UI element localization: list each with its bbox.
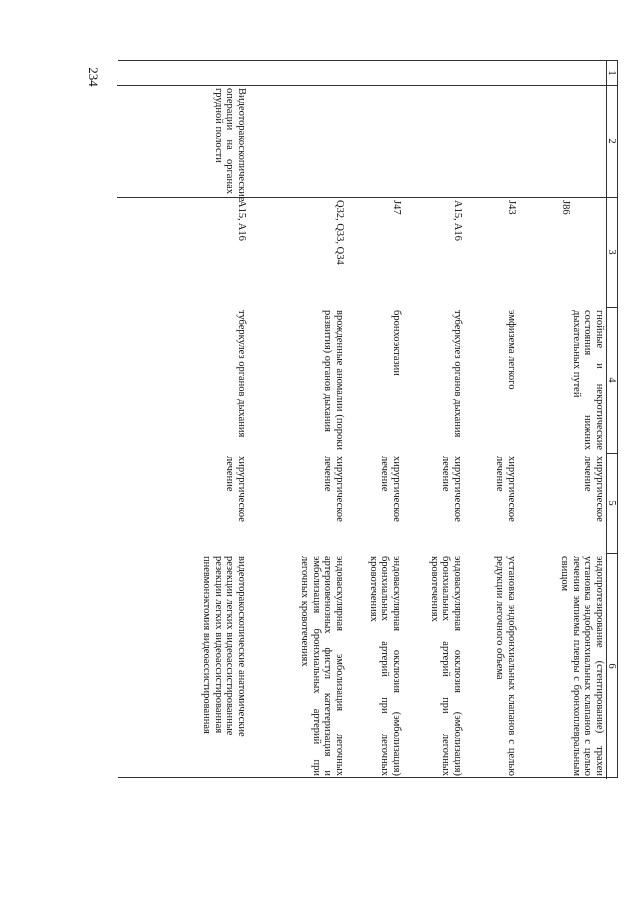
row-2-method: установка эндобронхиальных клапанов с целью редукции легочного объема bbox=[494, 556, 517, 776]
row-4-diagnosis: бронхоэктазии bbox=[391, 310, 402, 376]
row-2-diagnosis: эмфизема легкого bbox=[506, 310, 517, 390]
col-divider bbox=[607, 553, 617, 554]
row-3-treatment: хирургическое лечение bbox=[440, 456, 463, 522]
row-2-code: J43 bbox=[506, 200, 517, 215]
row-1-treatment: хирургическое лечение bbox=[582, 456, 605, 522]
col-divider bbox=[607, 453, 617, 454]
row-4-code: J47 bbox=[391, 200, 402, 215]
row-6-code: A15, A16 bbox=[236, 200, 247, 241]
col-divider bbox=[117, 197, 617, 198]
header-col-4: 4 bbox=[606, 377, 617, 383]
row-6-section-title: Видеоторакоскопические операции на органах грудной полости bbox=[213, 88, 247, 202]
row-5-diagnosis: врожденные аномалии (пороки развития) органов дыхания bbox=[322, 310, 345, 450]
table bbox=[118, 60, 618, 778]
row-5-code: Q32, Q33, Q34 bbox=[334, 200, 345, 265]
col-divider bbox=[607, 307, 617, 308]
row-1-code: J86 bbox=[560, 200, 571, 215]
row-1-method: эндопротезирование (стентирование) трахеи установка эндобронхиальных клапанов с целью лечения эмпиемы плевры с бронхоплевральным свищом bbox=[559, 556, 605, 776]
row-5-treatment: хирургическое лечение bbox=[322, 456, 345, 522]
row-2-treatment: хирургическое лечение bbox=[494, 456, 517, 522]
row-3-code: A15, A16 bbox=[452, 200, 463, 241]
table-rotated-body bbox=[118, 60, 618, 778]
row-1-diagnosis: гнойные и некротические состояния нижних дыхательных путей bbox=[571, 310, 605, 450]
header-col-6: 6 bbox=[606, 663, 617, 669]
header-col-2: 2 bbox=[606, 138, 617, 144]
row-3-method: эндоваскулярная окклюзия (эмболизация) бронхиальных артерий при легочных кровотечениях bbox=[429, 556, 463, 776]
row-6-treatment: хирургическое лечение bbox=[224, 456, 247, 522]
page-number: 234 bbox=[86, 67, 101, 87]
row-5-method: эндоваскулярная эмболизация легочных артериовенозных фистул катетеризация и эмболизация бронхиальных артерий при легочных кровотечениях bbox=[299, 556, 345, 776]
col-divider bbox=[117, 85, 617, 86]
row-4-treatment: хирургическое лечение bbox=[379, 456, 402, 522]
header-col-1: 1 bbox=[606, 70, 617, 76]
row-4-method: эндоваскулярная окклюзия (эмболизация) бронхиальных артерий при легочных кровотечениях bbox=[368, 556, 402, 776]
row-6-method: видеоторакоскопические анатомические резекции легких видеоассистированные резекции легких видеоассистированная пневмонэктомия видеоассистированная bbox=[201, 556, 247, 737]
header-col-3: 3 bbox=[606, 249, 617, 255]
header-col-5: 5 bbox=[606, 500, 617, 506]
row-6-diagnosis: туберкулез органов дыхания bbox=[236, 310, 247, 438]
row-3-diagnosis: туберкулез органов дыхания bbox=[452, 310, 463, 438]
